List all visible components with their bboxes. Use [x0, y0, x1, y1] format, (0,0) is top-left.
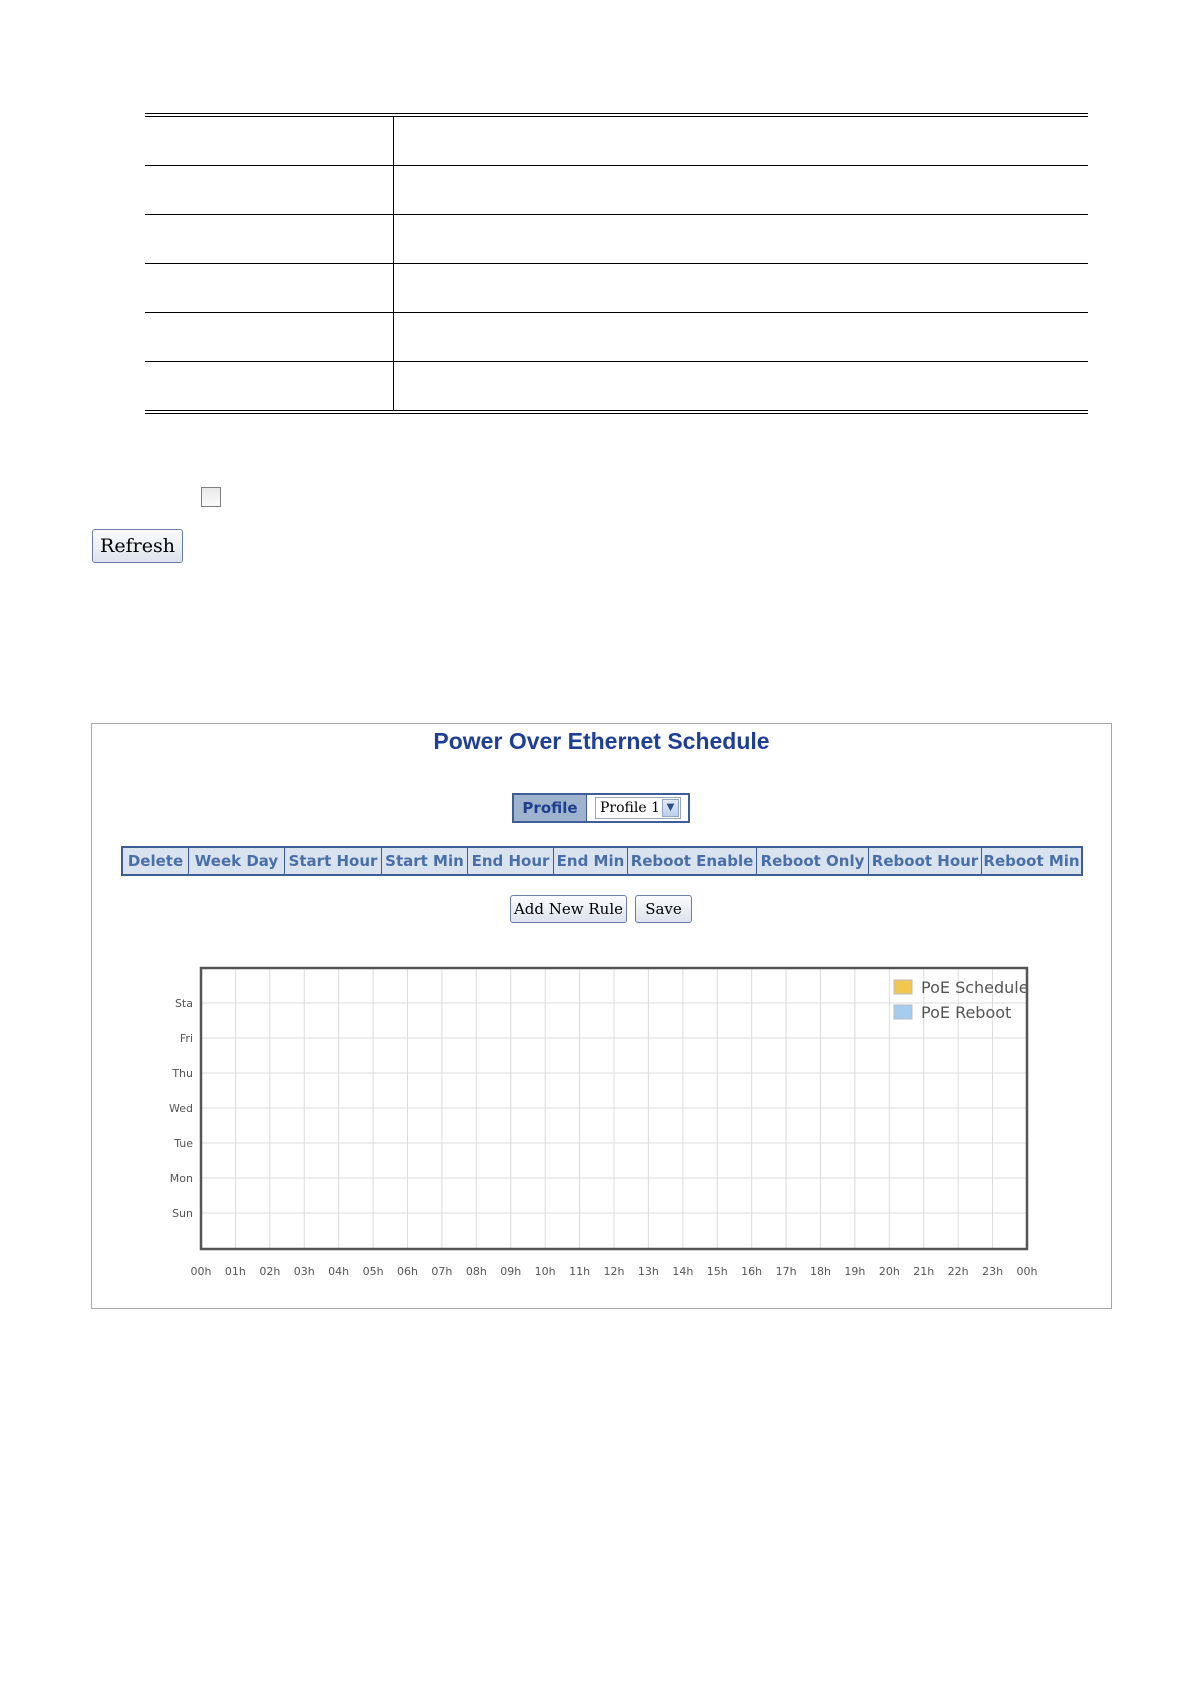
y-tick-label: Thu	[172, 1067, 193, 1080]
field-description-table	[145, 113, 1088, 414]
add-new-rule-button[interactable]: Add New Rule	[510, 895, 627, 923]
column-header: Reboot Enable	[628, 848, 757, 874]
legend-swatch	[894, 980, 912, 994]
table-row	[145, 313, 1088, 362]
column-header: Reboot Min	[982, 848, 1081, 874]
table-cell	[145, 166, 394, 215]
x-tick-label: 10h	[534, 1265, 556, 1278]
column-header: Reboot Hour	[869, 848, 982, 874]
x-tick-label: 07h	[431, 1265, 453, 1278]
y-tick-label: Tue	[174, 1137, 193, 1150]
table-cell	[145, 215, 394, 264]
column-header: Start Min	[382, 848, 468, 874]
table-row	[145, 166, 1088, 215]
x-tick-label: 11h	[569, 1265, 591, 1278]
table-row	[145, 115, 1088, 166]
column-header: Delete	[123, 848, 189, 874]
x-tick-label: 02h	[259, 1265, 281, 1278]
x-tick-label: 17h	[775, 1265, 797, 1278]
x-tick-label: 16h	[741, 1265, 763, 1278]
legend-label: PoE Schedule	[921, 978, 1029, 997]
chevron-down-icon[interactable]: ▼	[662, 799, 679, 817]
table-cell	[394, 264, 1089, 313]
profile-label: Profile	[514, 795, 587, 821]
x-tick-label: 04h	[328, 1265, 350, 1278]
y-tick-label: Fri	[179, 1032, 193, 1045]
y-tick-label: Wed	[169, 1102, 193, 1115]
y-tick-label: Mon	[169, 1172, 193, 1185]
column-header: Week Day	[189, 848, 285, 874]
y-tick-label: Sun	[172, 1207, 193, 1220]
x-tick-label: 03h	[293, 1265, 315, 1278]
refresh-button[interactable]: Refresh	[92, 529, 183, 563]
schedule-chart	[92, 724, 1111, 1308]
x-tick-label: 22h	[947, 1265, 969, 1278]
x-tick-label: 01h	[224, 1265, 246, 1278]
x-tick-label: 21h	[913, 1265, 935, 1278]
x-tick-label: 13h	[637, 1265, 659, 1278]
x-tick-label: 05h	[362, 1265, 384, 1278]
x-tick-label: 06h	[397, 1265, 418, 1278]
x-tick-label: 19h	[844, 1265, 866, 1278]
table-cell	[145, 115, 394, 166]
table-row	[145, 264, 1088, 313]
column-header: Reboot Only	[757, 848, 869, 874]
x-tick-label: 00h	[190, 1265, 212, 1278]
x-tick-label: 20h	[878, 1265, 900, 1278]
legend-label: PoE Reboot	[921, 1003, 1012, 1022]
save-button[interactable]: Save	[635, 895, 692, 923]
table-cell	[394, 362, 1089, 413]
page-title: Power Over Ethernet Schedule	[433, 728, 770, 754]
table-cell	[394, 313, 1089, 362]
column-header: End Min	[554, 848, 628, 874]
column-header: Start Hour	[285, 848, 382, 874]
x-tick-label: 09h	[500, 1265, 522, 1278]
profile-select-value: Profile 1	[600, 800, 660, 816]
x-tick-label: 23h	[982, 1265, 1004, 1278]
table-cell	[394, 166, 1089, 215]
x-tick-label: 00h	[1016, 1265, 1038, 1278]
legend-swatch	[894, 1005, 912, 1019]
x-tick-label: 15h	[706, 1265, 728, 1278]
table-row	[145, 215, 1088, 264]
auto-refresh-checkbox[interactable]	[201, 487, 221, 507]
table-cell	[145, 264, 394, 313]
table-cell	[145, 362, 394, 413]
y-tick-label: Sta	[174, 997, 193, 1010]
table-cell	[394, 115, 1089, 166]
x-tick-label: 18h	[810, 1265, 831, 1278]
table-cell	[394, 215, 1089, 264]
table-cell	[145, 313, 394, 362]
x-tick-label: 14h	[672, 1265, 694, 1278]
x-tick-label: 12h	[603, 1265, 625, 1278]
column-header: End Hour	[468, 848, 554, 874]
poe-schedule-panel	[91, 723, 1112, 1309]
table-row	[145, 362, 1088, 413]
x-tick-label: 08h	[465, 1265, 487, 1278]
